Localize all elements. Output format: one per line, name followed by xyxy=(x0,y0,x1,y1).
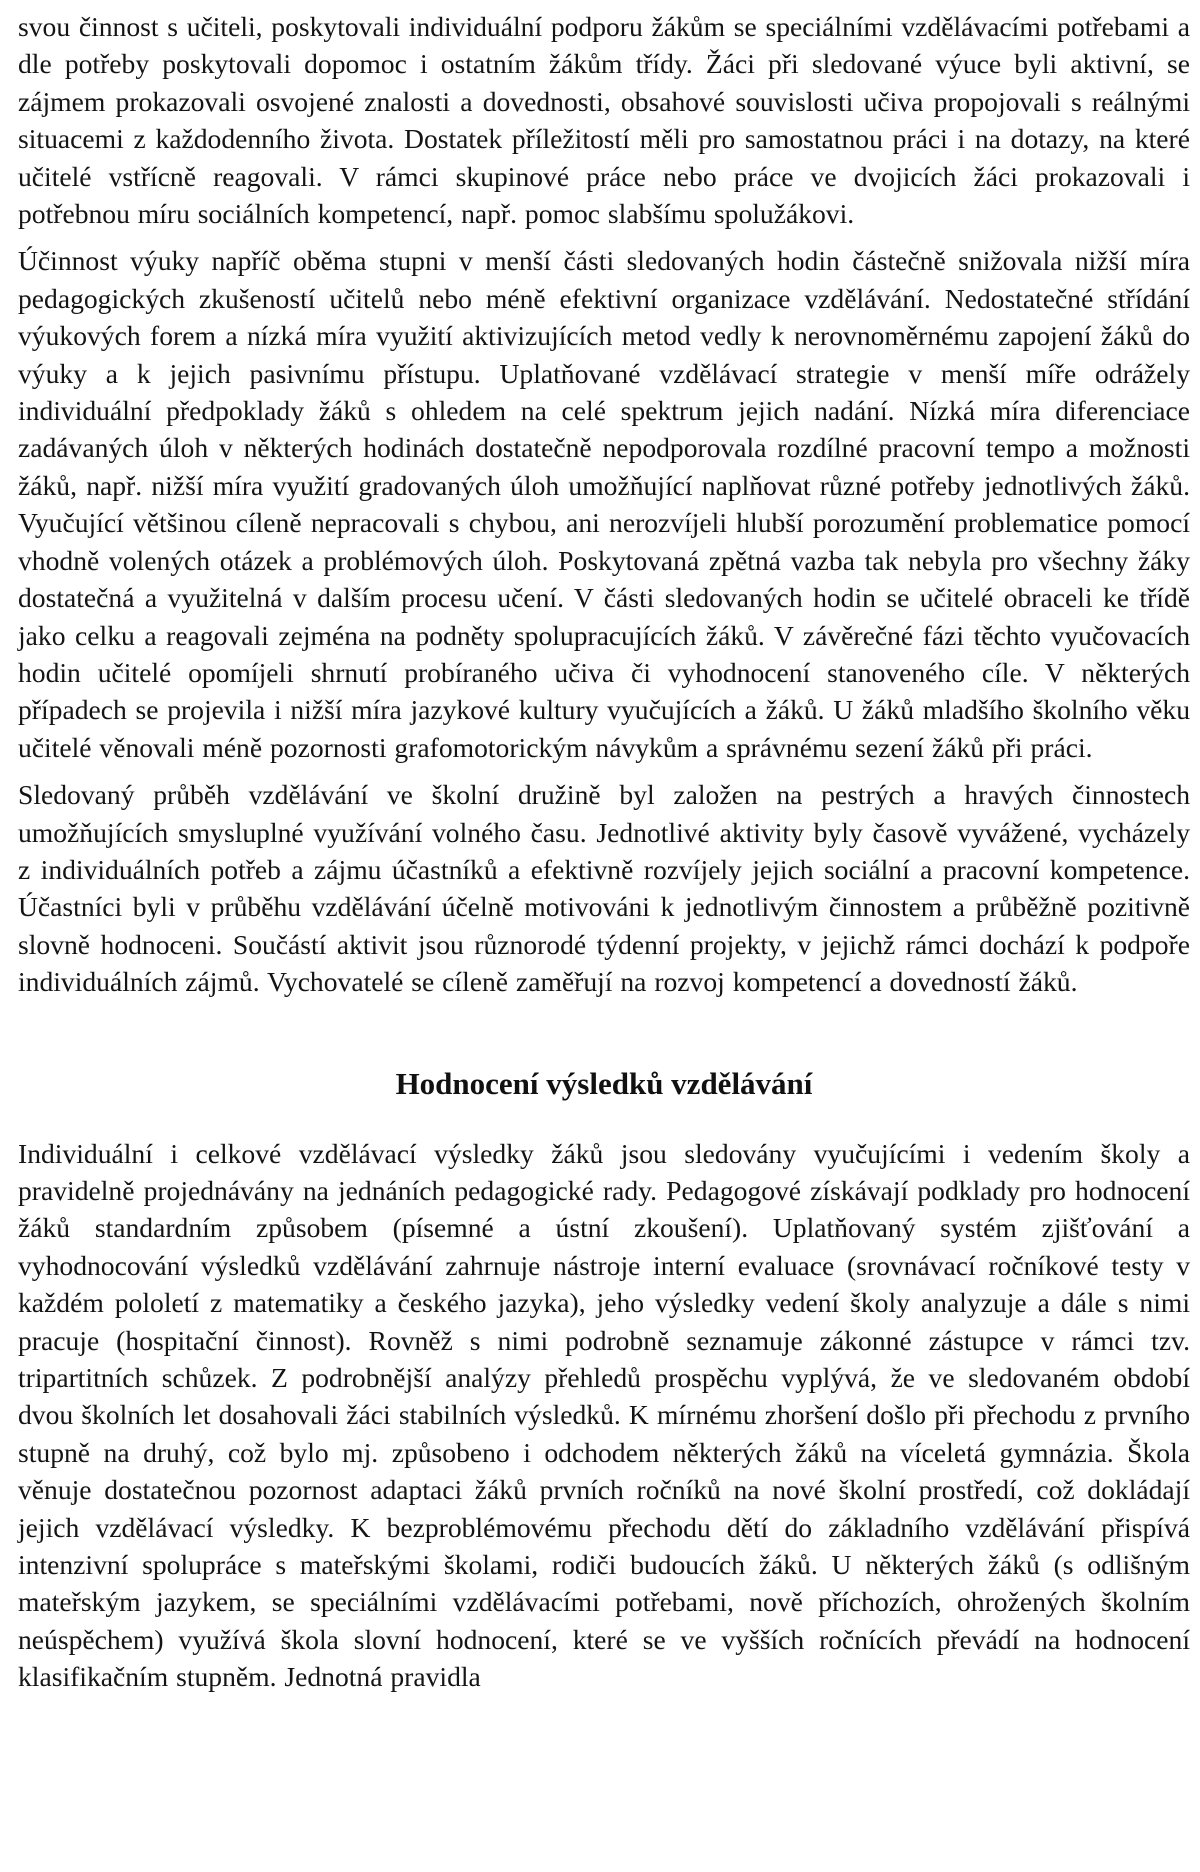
teaching-section xyxy=(18,8,1190,1001)
paragraph-results-evaluation: Individuální i celkové vzdělávací výsledky žáků jsou sledovány vyučujícími i vedením školy a pravidelně projednávány na jednáních pedagogické rady. Pedagogové získávají podklady pro hodnocení žáků standardním způsobem (písemné a ústní zkoušení). Uplatňovaný systém zjišťování a vyhodnocování výsledků vzdělávání zahrnuje nástroje interní evaluace (srovnávací ročníkové testy v každém pololetí z matematiky a českého jazyka), jeho výsledky vedení školy analyzuje a dále s nimi pracuje (hospitační činnost). Rovněž s nimi podrobně seznamuje zákonné zástupce v rámci tzv. tripartitních schůzek. Z podrobnější analýzy přehledů prospěchu vyplývá, že ve sledovaném období dvou školních let dosahovali žáci stabilních výsledků. K mírnému zhoršení došlo při přechodu z prvního stupně na druhý, což bylo mj. způsobeno i odchodem některých žáků na víceletá gymnázia. Škola věnuje dostatečnou pozornost adaptaci žáků prvních ročníků na nové školní prostředí, což dokládají jejich vzdělávací výsledky. K bezproblémovému přechodu dětí do základního vzdělávání přispívá intenzivní spolupráce s mateřskými školami, rodiči budoucích žáků. U některých žáků (s odlišným mateřským jazykem, se speciálními vzdělávacími potřebami, nově příchozích, ohrožených školním neúspěchem) využívá škola slovní hodnocení, které se ve vyšších ročnících převádí na hodnocení klasifikačním stupněm. Jednotná pravidla xyxy=(18,1137,1190,1693)
document-page xyxy=(18,8,1190,1696)
paragraph-teacher-support: svou činnost s učiteli, poskytovali individuální podporu žákům se speciálními vzdělávacími potřebami a dle potřeby poskytovali dopomoc i ostatním žákům třídy. Žáci při sledované výuce byli aktivní, se zájmem prokazovali osvojené znalosti a dovednosti, obsahové souvislosti učiva propojovali s reálnými situacemi z každodenního života. Dostatek příležitostí měli pro samostatnou práci i na dotazy, na které učitelé vstřícně reagovali. V rámci skupinové práce nebo práce ve dvojicích žáci prokazovali i potřebnou míru sociálních kompetencí, např. pomoc slabšímu spolužákovi. xyxy=(18,11,1190,230)
section-heading: Hodnocení výsledků vzdělávání xyxy=(395,1065,813,1101)
paragraph-after-school-club: Sledovaný průběh vzdělávání ve školní družině byl založen na pestrých a hravých činnostech umožňujících smysluplné využívání volného času. Jednotlivé aktivity byly časově vyvážené, vycházely z individuálních potřeb a zájmu účastníků a efektivně rozvíjely jejich sociální a pracovní kompetence. Účastníci byli v průběhu vzdělávání účelně motivováni k jednotlivým činnostem a průběžně pozitivně slovně hodnoceni. Součástí aktivit jsou různorodé týdenní projekty, v jejichž rámci dochází k podpoře individuálních zájmů. Vychovatelé se cíleně zaměřují na rozvoj kompetencí a dovedností žáků. xyxy=(18,779,1190,998)
paragraph-teaching-effectiveness: Účinnost výuky napříč oběma stupni v menší části sledovaných hodin částečně snižovala nižší míra pedagogických zkušeností učitelů nebo méně efektivní organizace vzdělávání. Nedostatečné střídání výukových forem a nízká míra využití aktivizujících metod vedly k nerovnoměrnému zapojení žáků do výuky a k jejich pasivnímu přístupu. Uplatňované vzdělávací strategie v menší míře odrážely individuální předpoklady žáků s ohledem na celé spektrum jejich nadání. Nízká míra diferenciace zadávaných úloh v některých hodinách dostatečně nepodporovala rozdílné pracovní tempo a možnosti žáků, např. nižší míra využití gradovaných úloh umožňující naplňovat různé potřeby jednotlivých žáků. Vyučující většinou cíleně nepracovali s chybou, ani nerozvíjeli hlubší porozumění problematice pomocí vhodně volených otázek a problémových úloh. Poskytovaná zpětná vazba tak nebyla pro všechny žáky dostatečná a využitelná v dalším procesu učení. V části sledovaných hodin se učitelé obraceli ke třídě jako celku a reagovali zejména na podněty spolupracujících žáků. V závěrečné fázi těchto vyučovacích hodin učitelé opomíjeli shrnutí probíraného učiva či vyhodnocení stanoveného cíle. V některých případech se projevila i nižší míra jazykové kultury vyučujících a žáků. U žáků mladšího školního věku učitelé věnovali méně pozornosti grafomotorickým návykům a správnému sezení žáků při práci. xyxy=(18,245,1190,763)
results-section xyxy=(18,1135,1190,1696)
